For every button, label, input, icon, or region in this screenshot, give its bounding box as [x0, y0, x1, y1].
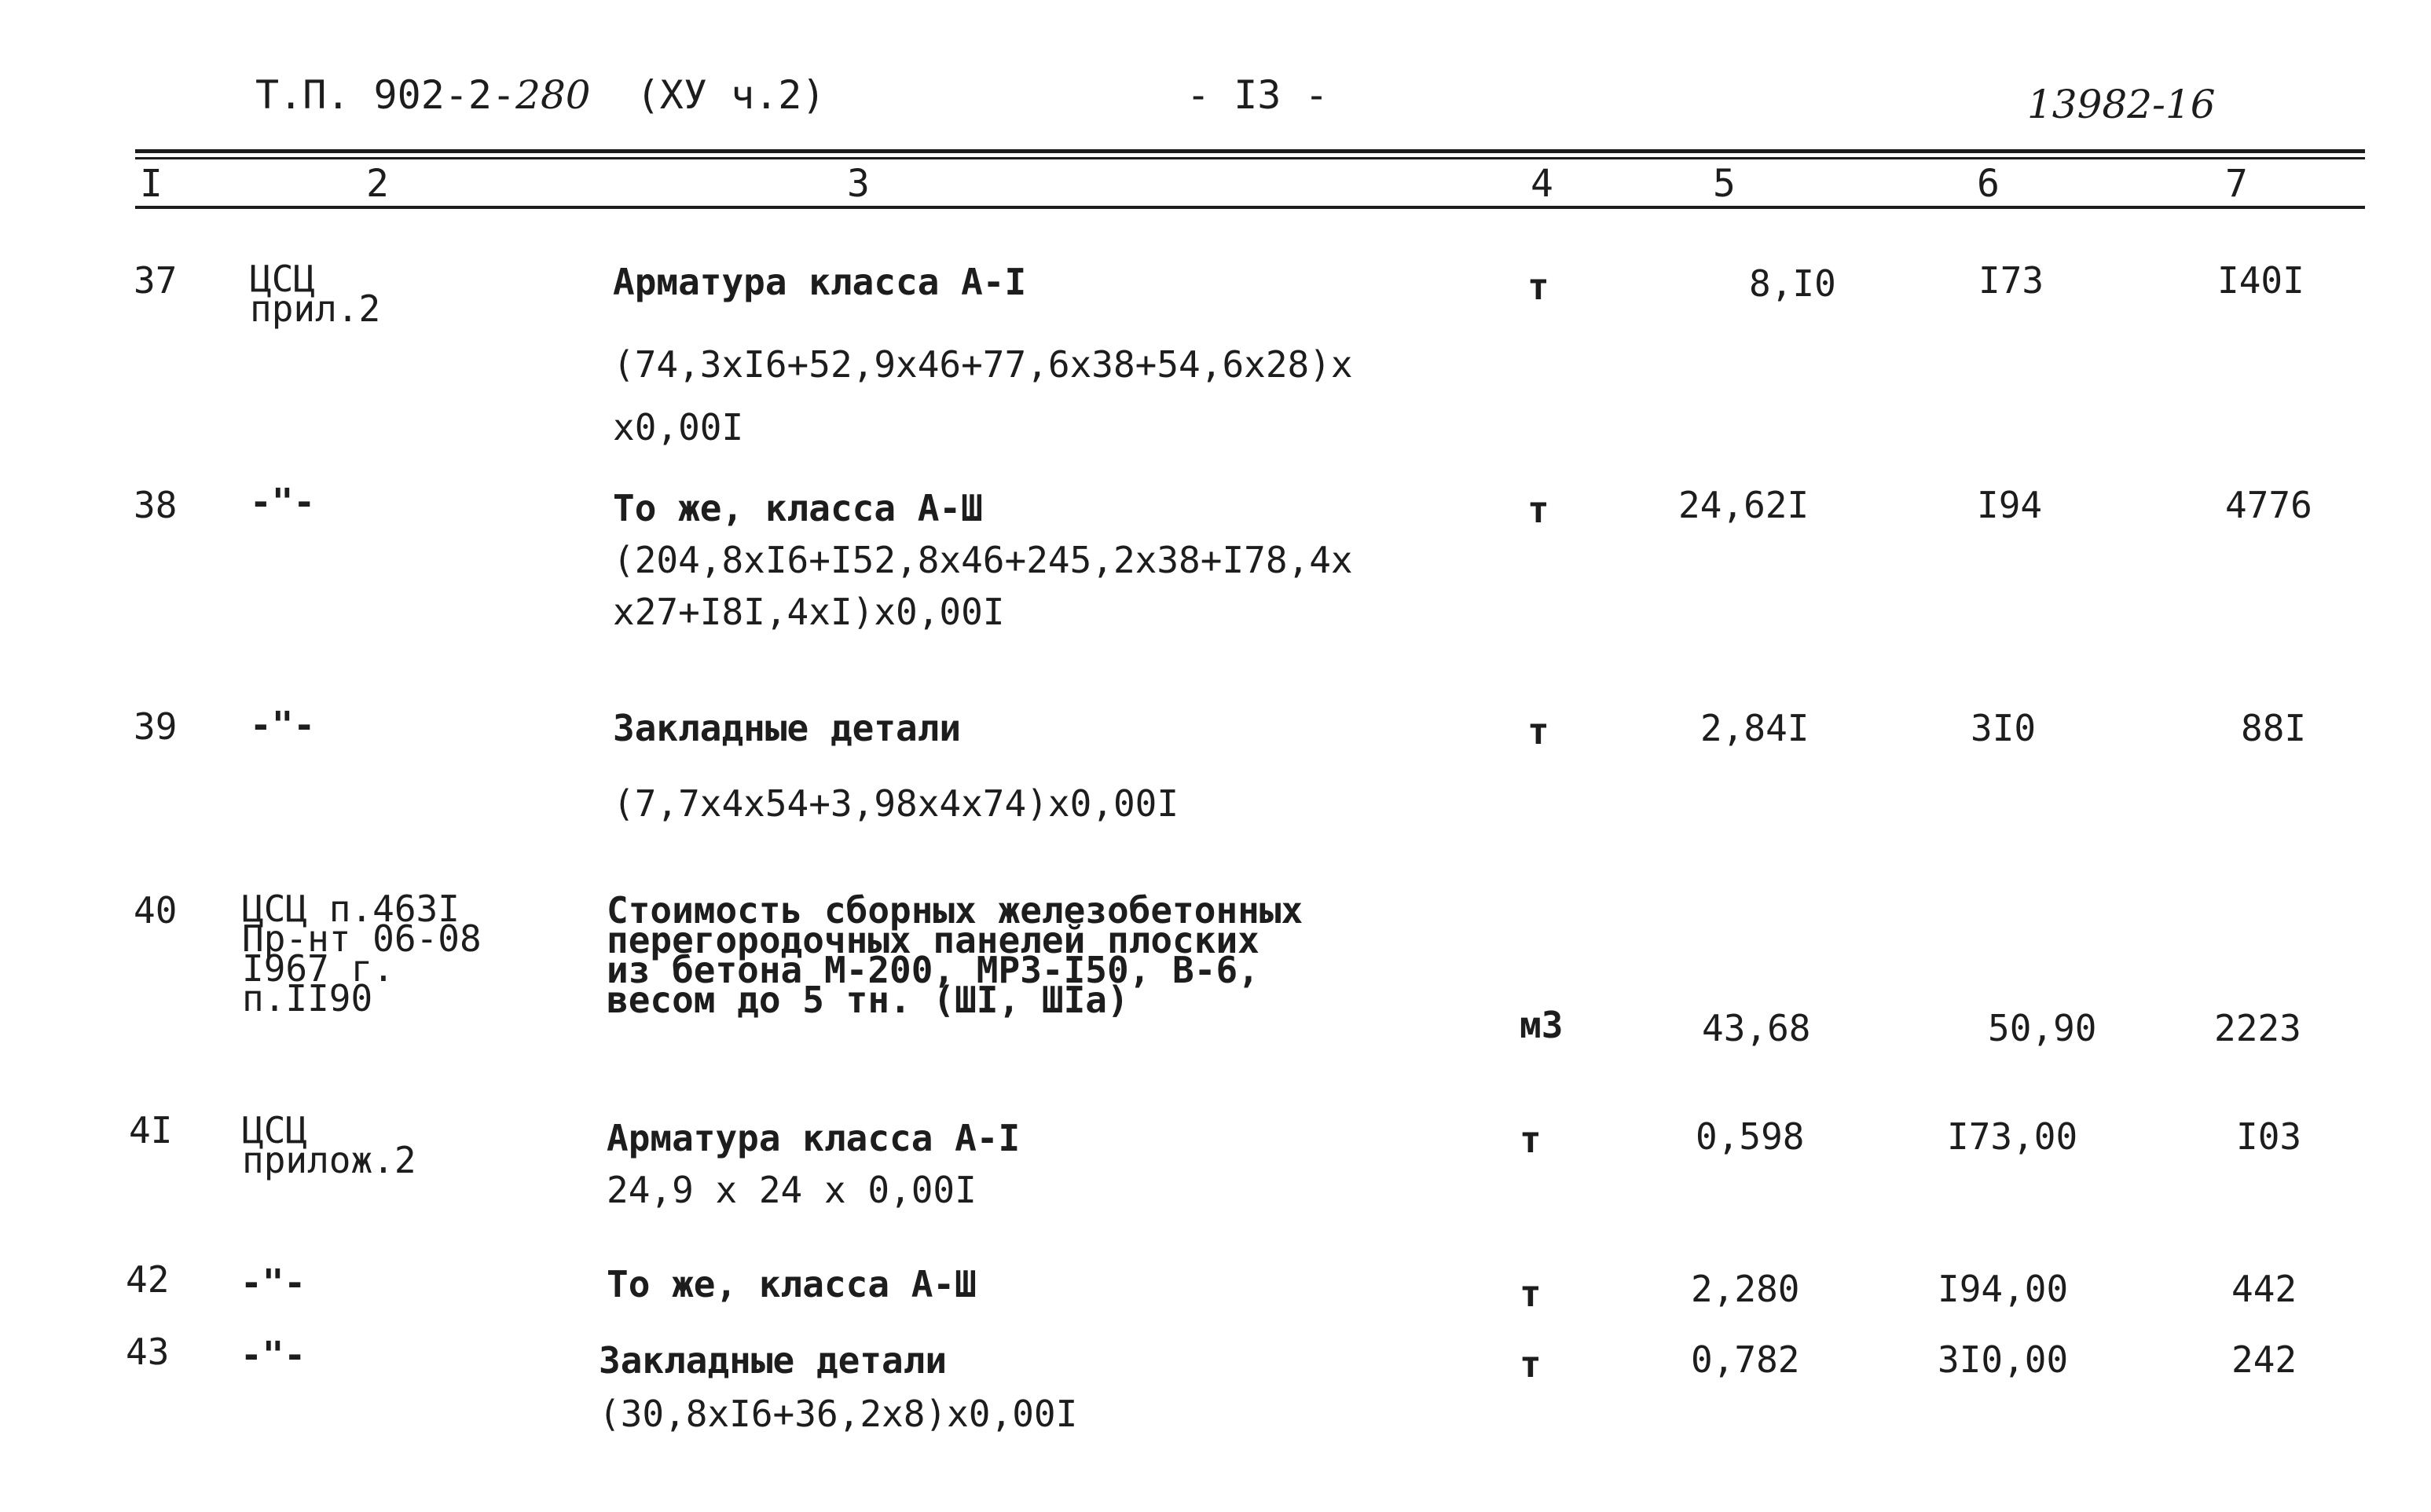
row-reference: -"-	[250, 704, 316, 746]
row-number: 39	[134, 705, 178, 748]
row-price: I73,00	[1947, 1115, 2078, 1158]
row-price: I94,00	[1938, 1268, 2069, 1310]
top-double-rule-2	[135, 157, 2365, 159]
row-description-formula: (74,3xI6+52,9x46+77,6x38+54,6x28)x x0,00I	[613, 343, 1353, 448]
doc-suffix: (ХУ ч.2)	[636, 72, 826, 118]
row-total: 2223	[2214, 1007, 2301, 1049]
row-price: I94	[1977, 484, 2043, 526]
row-quantity: 2,280	[1691, 1268, 1800, 1310]
top-double-rule-1	[135, 149, 2365, 153]
column-number-4: 4	[1531, 162, 1553, 206]
row-reference: ЦСЦ п.463I Пр-нт 06-08 I967 г. п.II90	[242, 888, 482, 1020]
row-quantity: 0,598	[1696, 1115, 1805, 1158]
row-total: 88I	[2241, 707, 2307, 749]
column-header-rule	[135, 206, 2365, 209]
row-description-title: Арматура класса А-I	[613, 261, 1027, 303]
row-description: Закладные детали (30,8xI6+36,2x8)x0,00I	[599, 1339, 1078, 1435]
row-unit: т	[1527, 489, 1549, 531]
row-number: 4I	[129, 1109, 173, 1151]
column-number-2: 2	[366, 162, 389, 206]
row-reference: ЦСЦ прилож.2	[242, 1109, 416, 1181]
row-unit: т	[1527, 265, 1549, 308]
row-unit: м3	[1520, 1004, 1564, 1046]
row-quantity: 2,84I	[1700, 707, 1810, 749]
row-description: Стоимость сборных железобетонных перегородочных панелей плоских из бетона М-200, МРЗ-I50, В-6, весом до 5 тн. (ШI, ШIа)	[607, 889, 1304, 1021]
row-reference: -"-	[240, 1261, 306, 1304]
column-number-1: I	[140, 162, 163, 206]
row-price: I73	[1978, 259, 2044, 302]
column-number-5: 5	[1713, 162, 1736, 206]
row-number: 40	[134, 889, 178, 932]
row-total: 242	[2231, 1338, 2297, 1381]
row-total: 4776	[2225, 484, 2312, 526]
doc-prefix: Т.П. 902-2-	[255, 72, 516, 118]
row-unit: т	[1520, 1118, 1542, 1161]
row-quantity: 43,68	[1702, 1007, 1811, 1049]
row-price: 50,90	[1988, 1007, 2097, 1049]
column-number-3: 3	[847, 162, 870, 206]
row-price: 3I0,00	[1938, 1338, 2069, 1381]
row-total: I40I	[2217, 259, 2304, 302]
row-number: 43	[126, 1331, 170, 1373]
doc-code	[255, 72, 826, 118]
row-quantity: 0,782	[1691, 1338, 1800, 1381]
row-description-title: Закладные детали	[613, 707, 962, 749]
row-number: 42	[126, 1258, 170, 1301]
row-description: Арматура класса А-I 24,9 х 24 х 0,00I	[607, 1117, 1021, 1211]
row-unit: т	[1520, 1343, 1542, 1386]
row-reference: -"-	[240, 1334, 306, 1376]
page-number: - I3 -	[1186, 72, 1329, 118]
row-quantity: 8,I0	[1749, 262, 1836, 305]
row-total: 442	[2231, 1268, 2297, 1310]
row-price: 3I0	[1971, 707, 2037, 749]
row-reference: -"-	[250, 481, 316, 523]
column-number-6: 6	[1977, 162, 2000, 206]
row-reference: ЦСЦ прил.2	[250, 258, 381, 330]
row-description-title: То же, класса А-Ш	[607, 1263, 977, 1305]
row-total: I03	[2236, 1115, 2302, 1158]
row-quantity: 24,62I	[1678, 484, 1810, 526]
archive-number: 13982-16	[2027, 82, 2216, 127]
row-description-formula: (7,7x4x54+3,98x4x74)x0,00I	[613, 782, 1179, 825]
row-description: То же, класса А-Ш (204,8xI6+I52,8x46+245,2x38+I78,4x x27+I8I,4xI)x0,00I	[613, 487, 1353, 633]
row-number: 37	[134, 259, 178, 302]
row-unit: т	[1520, 1272, 1542, 1315]
column-number-7: 7	[2225, 162, 2248, 206]
doc-number-handwritten: 280	[515, 72, 591, 118]
row-unit: т	[1527, 710, 1549, 752]
row-number: 38	[134, 484, 178, 526]
